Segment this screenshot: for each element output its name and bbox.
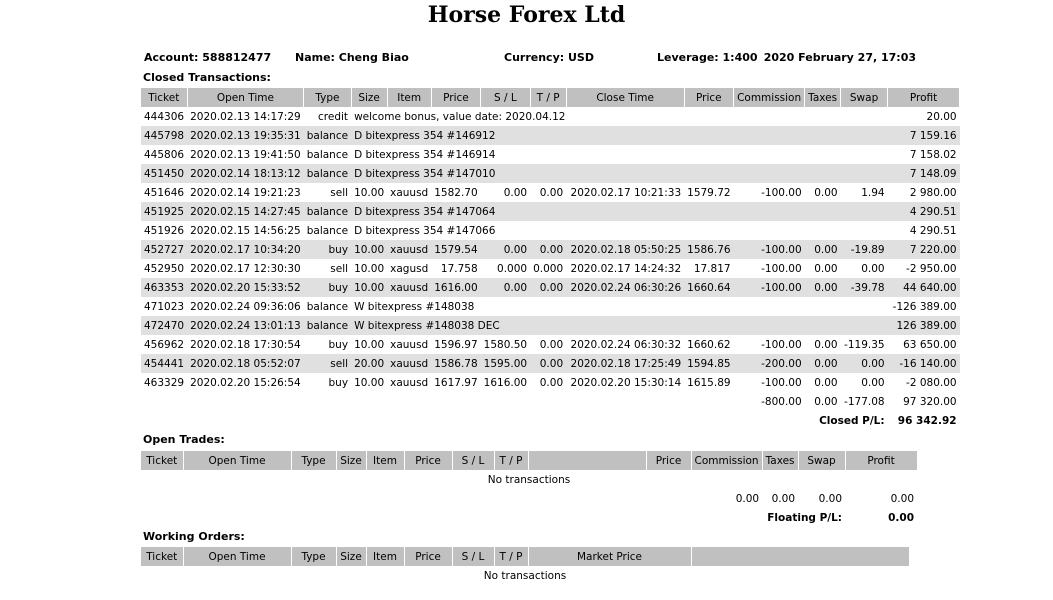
sl-cell: 1616.00: [483, 376, 528, 389]
item-cell: xauusd: [387, 240, 431, 259]
tp-cell: 0.00: [530, 354, 566, 373]
comment-cell: D bitexpress 354 #147066: [354, 224, 496, 237]
close-time-cell: 2020.02.24 06:30:26: [566, 278, 684, 297]
open-time-cell: 2020.02.15 14:27:45: [187, 202, 304, 221]
table-row: [141, 221, 960, 240]
type-cell: credit: [318, 110, 349, 123]
open-time-cell: 2020.02.13 14:17:29: [190, 110, 301, 123]
table-row: [141, 297, 960, 316]
tp-cell: 0.00: [539, 376, 564, 389]
account-name: Name: Cheng Biao: [295, 51, 409, 64]
sl-cell: 0.00: [481, 240, 530, 259]
pl-spacer: [141, 411, 734, 430]
comment-cell: welcome bonus, value date: 2020.04.12: [354, 110, 566, 123]
ticket-cell: 451450: [141, 164, 187, 183]
open-time-cell: 2020.02.18 17:30:54: [190, 338, 301, 351]
commission-cell: -100.00: [761, 338, 802, 351]
profit-cell: 63 650.00: [903, 338, 957, 351]
open-time-cell: 2020.02.14 18:13:12: [187, 164, 304, 183]
open-trades-totals-row: [141, 489, 917, 508]
size-cell: 10.00: [351, 240, 387, 259]
open-trades-heading: Open Trades:: [143, 433, 225, 446]
size-cell: 10.00: [354, 186, 385, 199]
tp-cell: 0.00: [539, 186, 564, 199]
working-orders-header-1: Open Time: [183, 547, 291, 566]
profit-cell: -126 389.00: [892, 300, 957, 313]
closed-header-13: Profit: [888, 88, 960, 107]
working-orders-header-0: Ticket: [141, 547, 183, 566]
commission-cell: -200.00: [734, 354, 805, 373]
close-price-cell: 1586.76: [684, 240, 733, 259]
open-time-cell: 2020.02.14 19:21:23: [190, 186, 301, 199]
report-datetime: 2020 February 27, 17:03: [763, 51, 916, 64]
closed-header-11: Taxes: [805, 88, 841, 107]
open-trades-header-4: Item: [366, 451, 404, 470]
open-trades-header-9: Price: [646, 451, 691, 470]
working-orders-header-2: Type: [291, 547, 336, 566]
swap-cell: 0.00: [841, 354, 888, 373]
close-time-cell: 2020.02.18 17:25:49: [566, 354, 684, 373]
working-orders-heading: Working Orders:: [143, 530, 245, 543]
item-cell: xauusd: [387, 278, 431, 297]
profit-cell: 4 290.51: [909, 224, 957, 237]
account-info: [143, 51, 919, 67]
working-orders-empty: No transactions: [483, 569, 567, 582]
swap-cell: 0.00: [861, 376, 885, 389]
open-time-cell: 2020.02.13 19:35:31: [187, 126, 304, 145]
open-trades-header-1: Open Time: [183, 451, 291, 470]
open-total-profit: 0.00: [890, 492, 915, 505]
comment-cell: D bitexpress 354 #147010: [351, 164, 888, 183]
comment-cell: D bitexpress 354 #147064: [351, 202, 888, 221]
close-time-cell: 2020.02.17 14:24:32: [570, 262, 682, 275]
profit-cell: 4 290.51: [888, 202, 960, 221]
closed-header-0: Ticket: [141, 88, 187, 107]
open-time-cell: 2020.02.24 09:36:06: [190, 300, 301, 313]
open-total-swap: 0.00: [818, 492, 843, 505]
open-trades-header-3: Size: [336, 451, 366, 470]
close-price-cell: 1615.89: [687, 376, 731, 389]
closed-header-4: Item: [387, 88, 431, 107]
type-cell: sell: [330, 186, 349, 199]
comment-cell: W bitexpress #148038 DEC: [351, 316, 888, 335]
close-price-cell: 1594.85: [684, 354, 733, 373]
type-cell: buy: [304, 278, 351, 297]
tp-cell: 0.00: [530, 278, 566, 297]
type-cell: balance: [306, 300, 349, 313]
open-trades-header-7: T / P: [494, 451, 528, 470]
close-time-cell: 2020.02.17 10:21:33: [570, 186, 682, 199]
commission-cell: -100.00: [761, 376, 802, 389]
open-time-cell: 2020.02.13 19:41:50: [190, 148, 301, 161]
closed-header-3: Size: [351, 88, 387, 107]
ticket-cell: 452950: [144, 262, 185, 275]
type-cell: buy: [304, 240, 351, 259]
price-cell: 17.758: [440, 262, 478, 275]
open-time-cell: 2020.02.24 13:01:13: [187, 316, 304, 335]
closed-transactions-table: [141, 88, 960, 430]
table-row: [141, 240, 960, 259]
size-cell: 20.00: [351, 354, 387, 373]
open-trades-header-12: Swap: [798, 451, 845, 470]
open-trades-empty-row: [141, 470, 917, 489]
account-leverage: Leverage: 1:400: [657, 51, 758, 64]
ticket-cell: 451926: [144, 224, 185, 237]
totals-spacer: [141, 392, 734, 411]
size-cell: 10.00: [351, 278, 387, 297]
open-total-commission: 0.00: [735, 492, 760, 505]
working-orders-header-7: T / P: [494, 547, 528, 566]
open-time-cell: 2020.02.17 10:34:20: [187, 240, 304, 259]
swap-cell: -39.78: [841, 278, 888, 297]
ticket-cell: 452727: [141, 240, 187, 259]
sl-cell: 0.000: [497, 262, 528, 275]
closed-header-5: Price: [431, 88, 480, 107]
working-orders-header-row: [141, 547, 909, 566]
size-cell: 10.00: [354, 262, 385, 275]
table-row: [141, 107, 960, 126]
comment-cell: D bitexpress 354 #146912: [351, 126, 888, 145]
comment-cell: D bitexpress 354 #146914: [354, 148, 496, 161]
open-time-cell: 2020.02.15 14:56:25: [190, 224, 301, 237]
ticket-cell: 463353: [141, 278, 187, 297]
working-orders-header-3: Size: [336, 547, 366, 566]
ticket-cell: 472470: [141, 316, 187, 335]
closed-pl-row: [141, 411, 960, 430]
table-row: [141, 278, 960, 297]
profit-cell: -2 080.00: [906, 376, 957, 389]
tp-cell: 0.000: [533, 262, 564, 275]
working-orders-empty-row: [141, 566, 909, 585]
closed-total-profit: 97 320.00: [903, 395, 957, 408]
taxes-cell: 0.00: [814, 376, 838, 389]
open-trades-header-6: S / L: [452, 451, 494, 470]
working-orders-header-6: S / L: [452, 547, 494, 566]
price-cell: 1582.70: [434, 186, 478, 199]
ticket-cell: 454441: [141, 354, 187, 373]
taxes-cell: 0.00: [814, 338, 838, 351]
ticket-cell: 445806: [144, 148, 185, 161]
working-orders-header-8: Market Price: [528, 547, 691, 566]
size-cell: 10.00: [354, 376, 385, 389]
profit-cell: 126 389.00: [888, 316, 960, 335]
profit-cell: -2 950.00: [906, 262, 957, 275]
open-trades-header-11: Taxes: [762, 451, 798, 470]
table-row: [141, 145, 960, 164]
open-trades-header-8: [528, 451, 646, 470]
profit-cell: -16 140.00: [888, 354, 960, 373]
closed-pl-label: Closed P/L:: [819, 414, 885, 427]
working-orders-table: [141, 547, 910, 585]
type-cell: balance: [304, 202, 351, 221]
type-cell: sell: [304, 354, 351, 373]
open-trades-header-5: Price: [404, 451, 452, 470]
type-cell: balance: [304, 164, 351, 183]
profit-cell: 7 159.16: [888, 126, 960, 145]
floating-pl-value: 0.00: [888, 511, 915, 524]
item-cell: xauusd: [390, 338, 429, 351]
open-trades-header-2: Type: [291, 451, 336, 470]
taxes-cell: 0.00: [814, 262, 838, 275]
type-cell: buy: [328, 376, 349, 389]
closed-totals-row: [141, 392, 960, 411]
open-time-cell: 2020.02.20 15:33:52: [187, 278, 304, 297]
ticket-cell: 445798: [141, 126, 187, 145]
open-trades-table: [141, 451, 918, 527]
open-trades-empty: No transactions: [487, 473, 571, 486]
open-total-taxes: 0.00: [771, 492, 796, 505]
close-price-cell: 1579.72: [687, 186, 731, 199]
closed-total-swap: -177.08: [844, 395, 885, 408]
size-cell: 10.00: [354, 338, 385, 351]
price-cell: 1579.54: [431, 240, 480, 259]
table-row: [141, 335, 960, 354]
sl-cell: 1595.00: [481, 354, 530, 373]
working-orders-header-4: Item: [366, 547, 404, 566]
open-trades-header-0: Ticket: [141, 451, 183, 470]
swap-cell: 1.94: [861, 186, 885, 199]
item-cell: xauusd: [390, 186, 429, 199]
taxes-cell: 0.00: [805, 278, 841, 297]
closed-total-taxes: 0.00: [814, 395, 838, 408]
profit-cell: 7 158.02: [909, 148, 957, 161]
closed-header-2: Type: [304, 88, 351, 107]
swap-cell: -119.35: [844, 338, 885, 351]
ticket-cell: 456962: [144, 338, 185, 351]
open-time-cell: 2020.02.20 15:26:54: [190, 376, 301, 389]
table-row: [141, 316, 960, 335]
ticket-cell: 444306: [144, 110, 185, 123]
closed-transactions-heading: Closed Transactions:: [143, 71, 271, 84]
closed-total-commission: -800.00: [761, 395, 802, 408]
table-row: [141, 164, 960, 183]
close-price-cell: 17.817: [693, 262, 731, 275]
close-price-cell: 1660.62: [687, 338, 731, 351]
ticket-cell: 471023: [144, 300, 185, 313]
profit-cell: 7 148.09: [888, 164, 960, 183]
taxes-cell: 0.00: [805, 240, 841, 259]
open-trades-header-row: [141, 451, 917, 470]
price-cell: 1617.97: [434, 376, 478, 389]
floating-pl-row: [141, 508, 917, 527]
taxes-cell: 0.00: [805, 354, 841, 373]
working-orders-header-9: [691, 547, 909, 566]
swap-cell: 0.00: [861, 262, 885, 275]
open-trades-header-10: Commission: [691, 451, 762, 470]
table-row: [141, 126, 960, 145]
sl-cell: 1580.50: [483, 338, 528, 351]
floating-pl-label: Floating P/L:: [767, 511, 843, 524]
ticket-cell: 451646: [144, 186, 185, 199]
report-title: Horse Forex Ltd: [427, 2, 626, 28]
closed-header-1: Open Time: [187, 88, 304, 107]
close-time-cell: 2020.02.18 05:50:25: [566, 240, 684, 259]
sl-cell: 0.00: [481, 278, 530, 297]
table-row: [141, 354, 960, 373]
sl-cell: 0.00: [503, 186, 528, 199]
profit-cell: 2 980.00: [909, 186, 957, 199]
closed-header-row: [141, 88, 960, 107]
tp-cell: 0.00: [539, 338, 564, 351]
commission-cell: -100.00: [761, 186, 802, 199]
comment-cell: W bitexpress #148038: [354, 300, 475, 313]
open-time-cell: 2020.02.18 05:52:07: [187, 354, 304, 373]
item-cell: xauusd: [387, 354, 431, 373]
closed-header-10: Commission: [734, 88, 805, 107]
item-cell: xauusd: [390, 376, 429, 389]
table-row: [141, 259, 960, 278]
swap-cell: -19.89: [841, 240, 888, 259]
taxes-cell: 0.00: [814, 186, 838, 199]
closed-header-6: S / L: [481, 88, 530, 107]
closed-header-7: T / P: [530, 88, 566, 107]
type-cell: buy: [328, 338, 349, 351]
price-cell: 1586.78: [431, 354, 480, 373]
account-currency: Currency: USD: [504, 51, 594, 64]
type-cell: balance: [306, 224, 349, 237]
close-time-cell: 2020.02.20 15:30:14: [570, 376, 682, 389]
price-cell: 1596.97: [434, 338, 478, 351]
type-cell: balance: [306, 148, 349, 161]
open-time-cell: 2020.02.17 12:30:30: [190, 262, 301, 275]
profit-cell: 7 220.00: [888, 240, 960, 259]
type-cell: balance: [304, 316, 351, 335]
ticket-cell: 463329: [144, 376, 185, 389]
price-cell: 1616.00: [431, 278, 480, 297]
type-cell: balance: [304, 126, 351, 145]
profit-cell: 44 640.00: [888, 278, 960, 297]
tp-cell: 0.00: [530, 240, 566, 259]
commission-cell: -100.00: [734, 278, 805, 297]
closed-header-8: Close Time: [566, 88, 684, 107]
account-number: Account: 588812477: [144, 51, 272, 64]
item-cell: xagusd: [390, 262, 429, 275]
profit-cell: 20.00: [926, 110, 957, 123]
working-orders-header-5: Price: [404, 547, 452, 566]
ticket-cell: 451925: [141, 202, 187, 221]
table-row: [141, 373, 960, 392]
closed-header-9: Price: [684, 88, 733, 107]
closed-pl-value: 96 342.92: [897, 414, 957, 427]
commission-cell: -100.00: [761, 262, 802, 275]
commission-cell: -100.00: [734, 240, 805, 259]
table-row: [141, 183, 960, 202]
type-cell: sell: [330, 262, 349, 275]
open-trades-header-13: Profit: [845, 451, 917, 470]
table-row: [141, 202, 960, 221]
closed-header-12: Swap: [841, 88, 888, 107]
close-time-cell: 2020.02.24 06:30:32: [570, 338, 682, 351]
close-price-cell: 1660.64: [684, 278, 733, 297]
